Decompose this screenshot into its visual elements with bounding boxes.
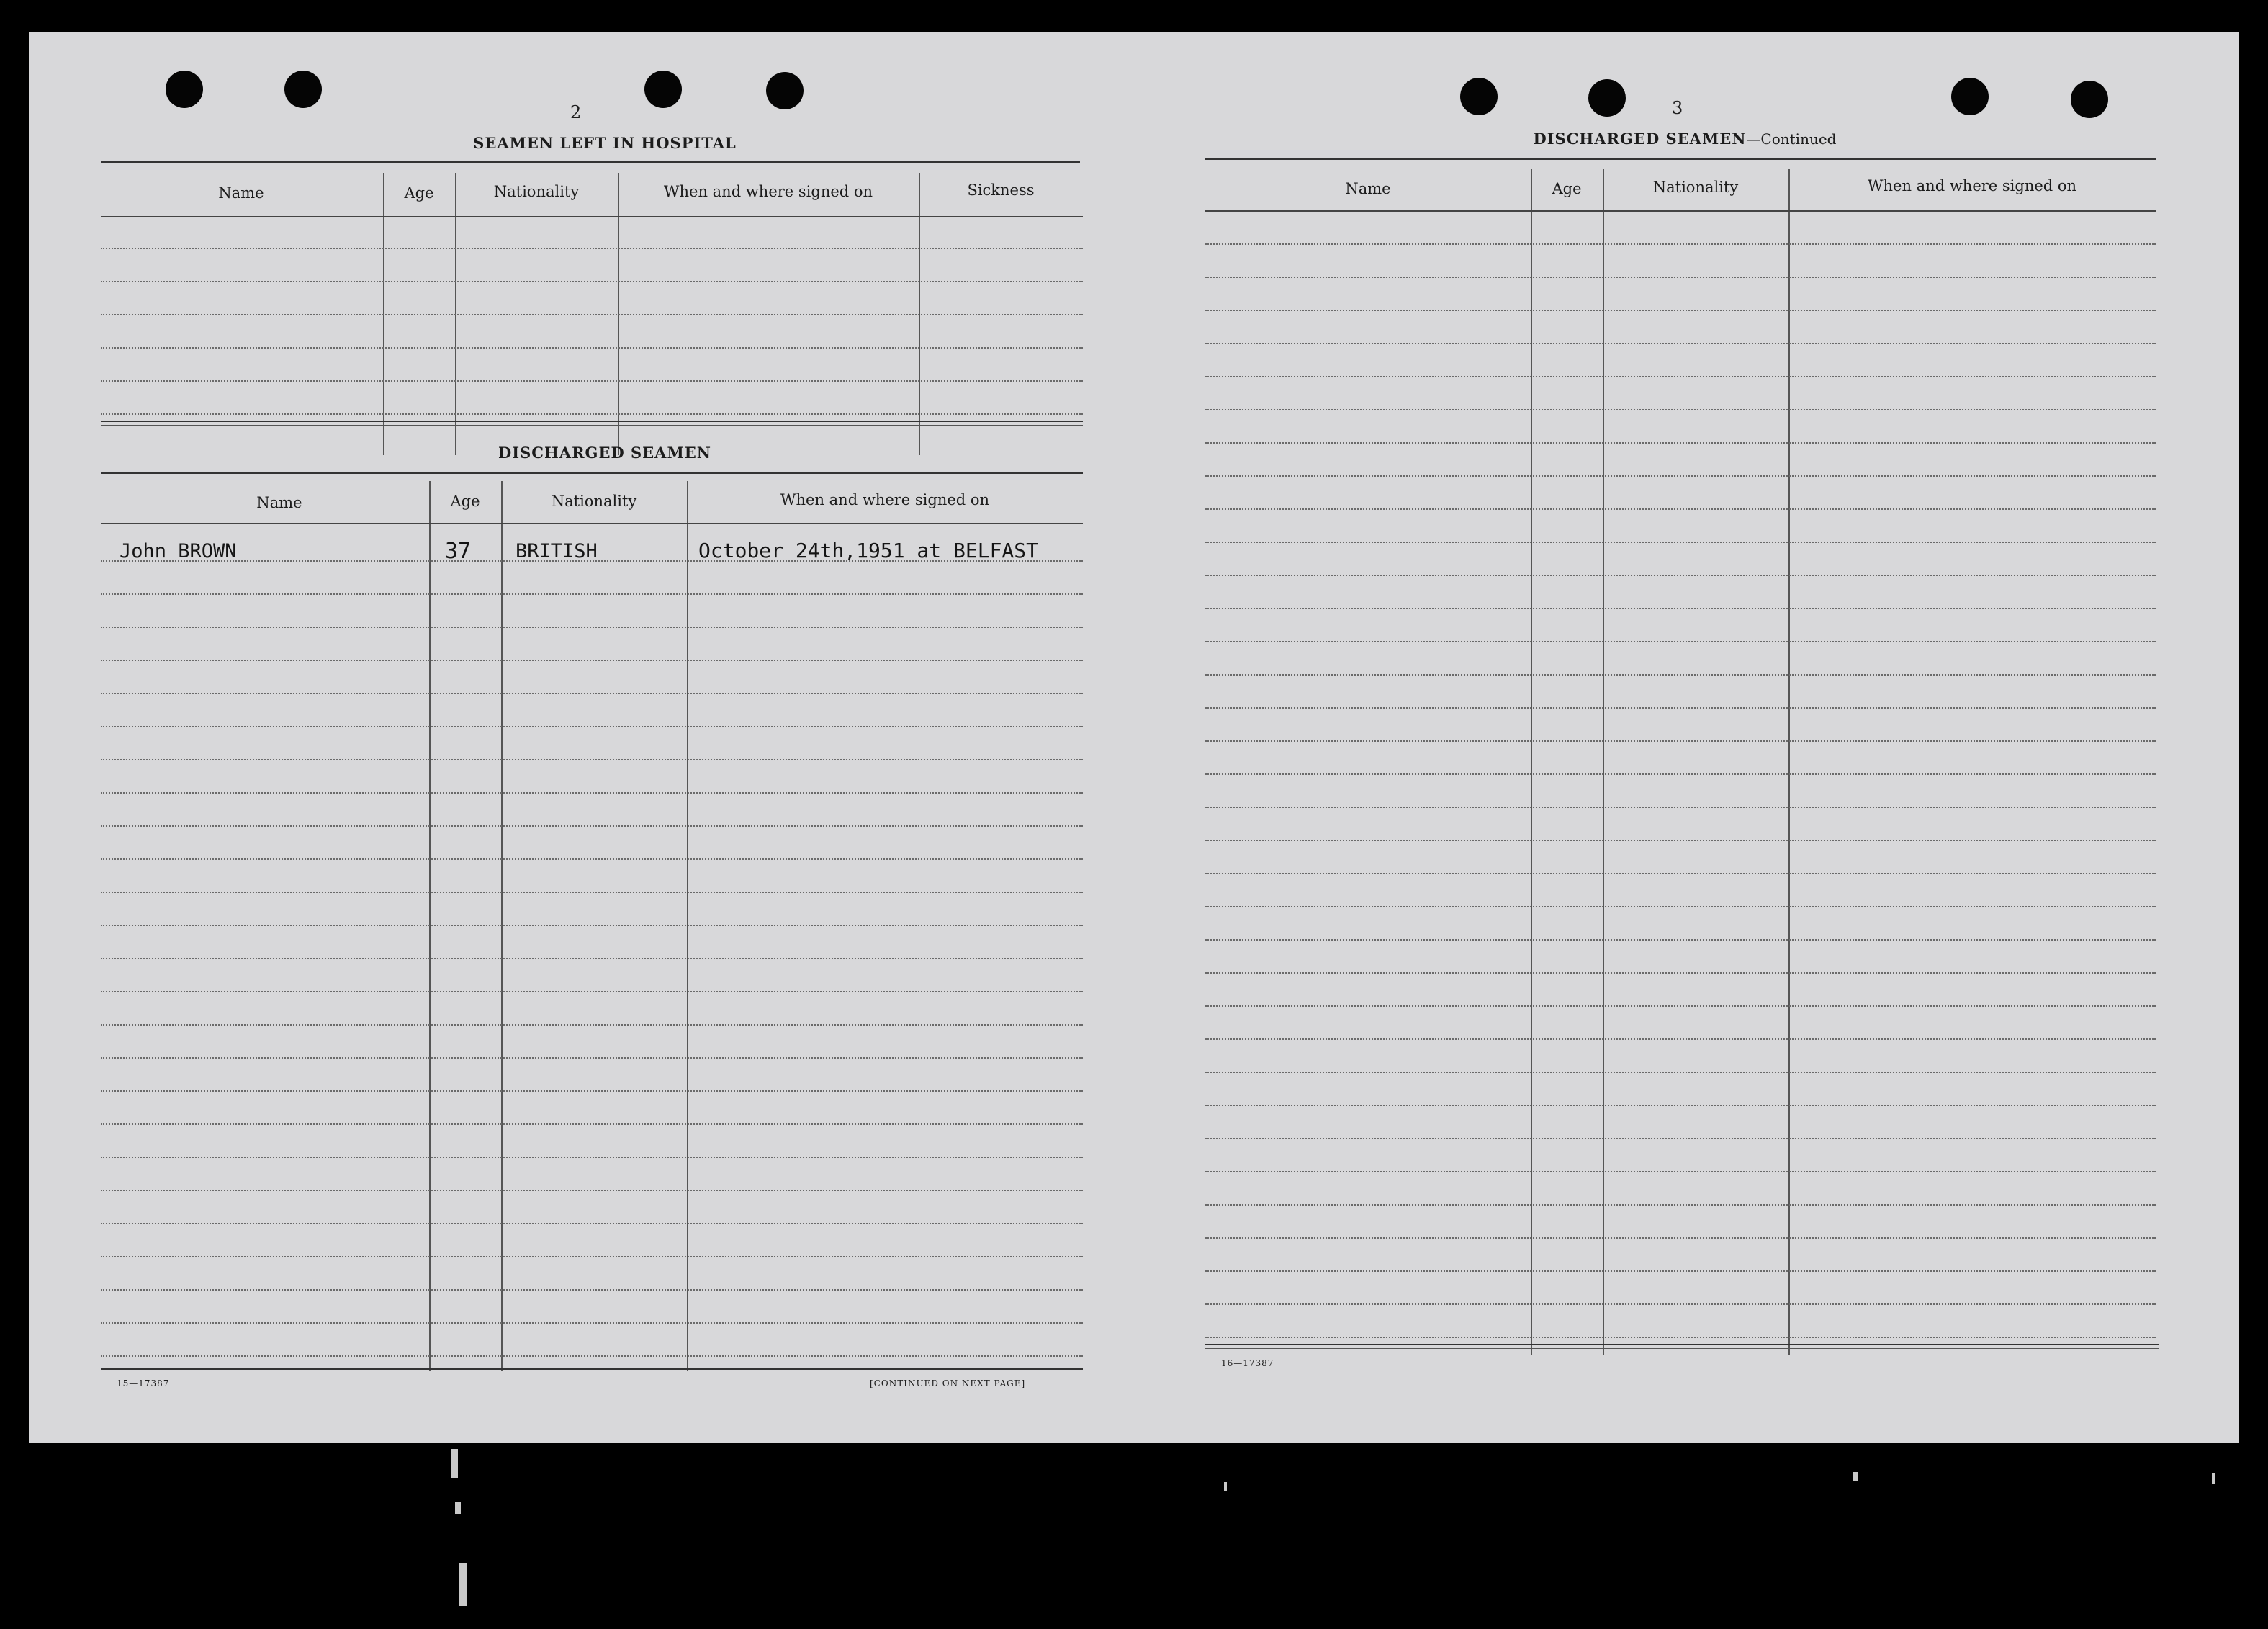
right-col-divider xyxy=(1788,169,1790,1355)
hospital-top-rule xyxy=(101,161,1080,166)
discharged-row-line xyxy=(101,726,1083,727)
right-row-line xyxy=(1205,1072,2156,1073)
right-col-divider xyxy=(1603,169,1604,1355)
hospital-col-age: Age xyxy=(404,184,434,202)
right-row-line xyxy=(1205,376,2156,377)
discharged-row-line xyxy=(101,991,1083,992)
right-col-signed-on: When and where signed on xyxy=(1867,177,2077,194)
hospital-col-signed-on: When and where signed on xyxy=(663,183,873,200)
discharged-bottom-rule xyxy=(101,1368,1083,1373)
discharged-row-line xyxy=(101,1322,1083,1324)
right-col-name: Name xyxy=(1345,180,1391,197)
discharged-row-line xyxy=(101,958,1083,959)
seaman-nationality: BRITISH xyxy=(516,540,598,562)
right-bottom-rule xyxy=(1205,1344,2159,1349)
right-row-line xyxy=(1205,807,2156,808)
discharged-col-nationality: Nationality xyxy=(551,493,637,510)
right-row-line xyxy=(1205,1138,2156,1139)
hospital-col-name: Name xyxy=(218,184,264,202)
discharged-header-rule xyxy=(101,523,1083,524)
punch-hole xyxy=(1588,79,1626,117)
left-form-number: 15—17387 xyxy=(117,1378,170,1388)
right-row-line xyxy=(1205,442,2156,444)
right-row-line xyxy=(1205,243,2156,245)
right-row-line xyxy=(1205,1171,2156,1172)
right-row-line xyxy=(1205,1337,2156,1338)
right-header-rule xyxy=(1205,210,2156,212)
discharged-row-line xyxy=(101,560,1083,562)
right-row-line xyxy=(1205,310,2156,311)
hospital-row-line xyxy=(101,281,1083,282)
scan-speck xyxy=(2212,1473,2215,1484)
scan-speck xyxy=(455,1502,461,1514)
scan-speck xyxy=(459,1563,467,1606)
continued-note: [CONTINUED ON NEXT PAGE] xyxy=(870,1378,1026,1388)
discharged-row-line xyxy=(101,1256,1083,1257)
punch-hole xyxy=(1460,78,1498,115)
right-row-line xyxy=(1205,475,2156,477)
hospital-header-rule xyxy=(101,216,1083,217)
right-row-line xyxy=(1205,873,2156,874)
right-row-line xyxy=(1205,1038,2156,1040)
right-row-line xyxy=(1205,641,2156,642)
punch-hole xyxy=(644,71,682,108)
discharged-row-line xyxy=(101,1289,1083,1291)
right-row-line xyxy=(1205,740,2156,742)
discharged-row-line xyxy=(101,1190,1083,1191)
hospital-bottom-rule xyxy=(101,421,1083,426)
hospital-row-line xyxy=(101,248,1083,249)
hospital-row-line xyxy=(101,347,1083,349)
right-row-line xyxy=(1205,409,2156,410)
right-row-line xyxy=(1205,575,2156,576)
right-row-line xyxy=(1205,508,2156,510)
right-top-rule xyxy=(1205,158,2156,163)
right-section-title-suffix: —Continued xyxy=(1746,130,1837,148)
discharged-row-line xyxy=(101,925,1083,926)
discharged-row-line xyxy=(101,892,1083,893)
discharged-row-line xyxy=(101,1223,1083,1224)
right-row-line xyxy=(1205,542,2156,543)
discharged-top-rule xyxy=(101,472,1083,477)
right-section-title xyxy=(1483,130,1886,148)
right-col-divider xyxy=(1531,169,1532,1355)
right-row-line xyxy=(1205,1105,2156,1106)
right-row-line xyxy=(1205,939,2156,941)
left-page-number: 2 xyxy=(570,102,582,122)
seaman-age: 37 xyxy=(445,539,472,564)
right-row-line xyxy=(1205,972,2156,974)
right-section-title-main: DISCHARGED SEAMEN xyxy=(1533,130,1747,148)
discharged-row-line xyxy=(101,1024,1083,1026)
discharged-col-divider xyxy=(501,481,503,1371)
punch-hole xyxy=(284,71,322,108)
right-row-line xyxy=(1205,1005,2156,1007)
right-form-number: 16—17387 xyxy=(1221,1358,1274,1368)
right-row-line xyxy=(1205,343,2156,344)
right-page-number: 3 xyxy=(1672,98,1683,118)
hospital-col-sickness: Sickness xyxy=(967,181,1035,199)
discharged-row-line xyxy=(101,759,1083,760)
right-col-nationality: Nationality xyxy=(1652,179,1739,196)
form-sheet xyxy=(29,32,2239,1443)
right-row-line xyxy=(1205,773,2156,775)
scan-speck xyxy=(1853,1472,1858,1481)
right-row-line xyxy=(1205,840,2156,841)
seaman-name: John BROWN xyxy=(120,540,237,562)
discharged-row-line xyxy=(101,1090,1083,1092)
punch-hole xyxy=(166,71,203,108)
right-row-line xyxy=(1205,1204,2156,1206)
discharged-section-title: DISCHARGED SEAMEN xyxy=(498,444,711,462)
right-row-line xyxy=(1205,707,2156,709)
discharged-row-line xyxy=(101,693,1083,694)
discharged-col-signed-on: When and where signed on xyxy=(780,491,990,508)
discharged-row-line xyxy=(101,1057,1083,1059)
discharged-row-line xyxy=(101,1123,1083,1125)
discharged-row-line xyxy=(101,660,1083,661)
discharged-col-age: Age xyxy=(450,493,480,510)
right-row-line xyxy=(1205,674,2156,676)
discharged-row-line xyxy=(101,1157,1083,1158)
right-col-age: Age xyxy=(1552,180,1582,197)
scan-speck xyxy=(451,1449,458,1478)
hospital-row-line xyxy=(101,314,1083,315)
hospital-row-line xyxy=(101,413,1083,415)
discharged-row-line xyxy=(101,858,1083,860)
right-row-line xyxy=(1205,1303,2156,1305)
discharged-col-divider xyxy=(429,481,431,1371)
right-row-line xyxy=(1205,906,2156,907)
discharged-row-line xyxy=(101,593,1083,595)
right-row-line xyxy=(1205,1237,2156,1239)
punch-hole xyxy=(2071,81,2108,118)
right-row-line xyxy=(1205,1270,2156,1272)
right-row-line xyxy=(1205,277,2156,278)
seaman-signed-on: October 24th,1951 at BELFAST xyxy=(698,539,1039,562)
right-row-line xyxy=(1205,608,2156,609)
scan-speck xyxy=(1224,1482,1227,1491)
discharged-row-line xyxy=(101,627,1083,628)
punch-hole xyxy=(1951,78,1989,115)
discharged-row-line xyxy=(101,1355,1083,1357)
hospital-col-nationality: Nationality xyxy=(493,183,580,200)
discharged-row-line xyxy=(101,825,1083,827)
discharged-col-divider xyxy=(687,481,688,1371)
hospital-row-line xyxy=(101,380,1083,382)
punch-hole xyxy=(766,72,804,109)
hospital-section-title: SEAMEN LEFT IN HOSPITAL xyxy=(473,134,737,152)
discharged-col-name: Name xyxy=(256,494,302,511)
discharged-row-line xyxy=(101,792,1083,794)
